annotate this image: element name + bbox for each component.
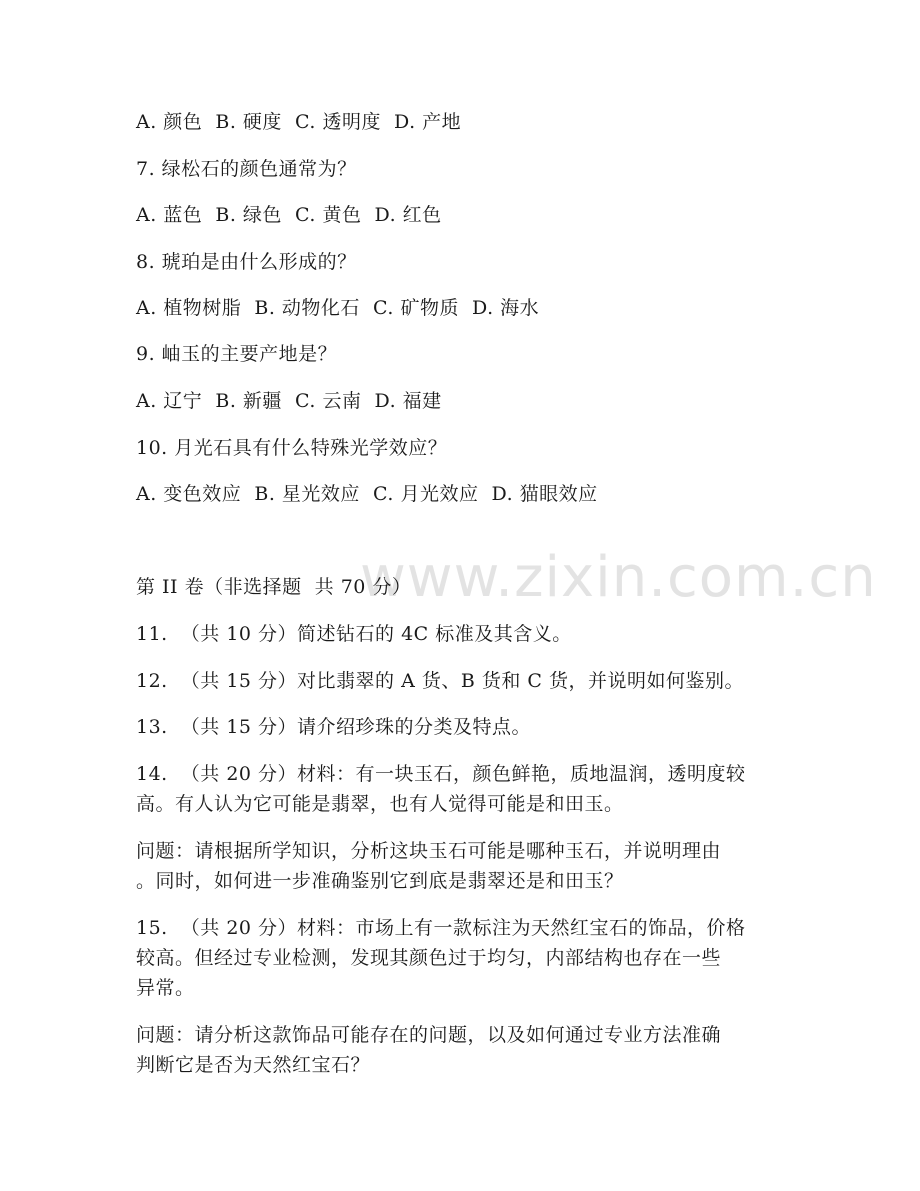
watermark: www.zixin.com.cn (360, 545, 877, 610)
q10-options: A. 变色效应 B. 星光效应 C. 月光效应 D. 猫眼效应 (136, 483, 598, 505)
q10-question: 10. 月光石具有什么特殊光学效应？ (136, 437, 448, 459)
q8-options: A. 植物树脂 B. 动物化石 C. 矿物质 D. 海水 (136, 297, 540, 319)
q13: 13. （共 15 分）请介绍珍珠的分类及特点。 (136, 716, 532, 738)
section-heading: 第 II 卷（非选择题 共 70 分） (136, 576, 412, 598)
q15-material-line: 较高。但经过专业检测，发现其颜色过于均匀，内部结构也存在一些 (136, 947, 722, 969)
q14-material-line: 14. （共 20 分）材料：有一块玉石，颜色鲜艳，质地温润，透明度较 (136, 763, 746, 785)
q7-question: 7. 绿松石的颜色通常为？ (136, 158, 357, 180)
q14-material-line: 高。有人认为它可能是翡翠，也有人觉得可能是和田玉。 (136, 793, 624, 815)
q9-question: 9. 岫玉的主要产地是？ (136, 343, 338, 365)
q8-question: 8. 琥珀是由什么形成的？ (136, 251, 357, 273)
q14-question-line: 问题：请根据所学知识，分析这块玉石可能是哪种玉石，并说明理由 (136, 840, 722, 862)
q15-material-line: 15. （共 20 分）材料：市场上有一款标注为天然红宝石的饰品，价格 (136, 917, 746, 939)
q15-question-line: 问题：请分析这款饰品可能存在的问题，以及如何通过专业方法准确 (136, 1024, 722, 1046)
q15-question-line: 判断它是否为天然红宝石？ (136, 1054, 371, 1076)
q7-options: A. 蓝色 B. 绿色 C. 黄色 D. 红色 (136, 204, 442, 226)
q12: 12. （共 15 分）对比翡翠的 A 货、B 货和 C 货，并说明如何鉴别。 (136, 670, 744, 692)
q9-options: A. 辽宁 B. 新疆 C. 云南 D. 福建 (136, 390, 442, 412)
q11: 11. （共 10 分）简述钻石的 4C 标准及其含义。 (136, 623, 572, 645)
q15-material-line: 异常。 (136, 977, 195, 999)
q6-options: A. 颜色 B. 硬度 C. 透明度 D. 产地 (136, 111, 462, 133)
q14-question-line: 。同时，如何进一步准确鉴别它到底是翡翠还是和田玉？ (136, 870, 624, 892)
